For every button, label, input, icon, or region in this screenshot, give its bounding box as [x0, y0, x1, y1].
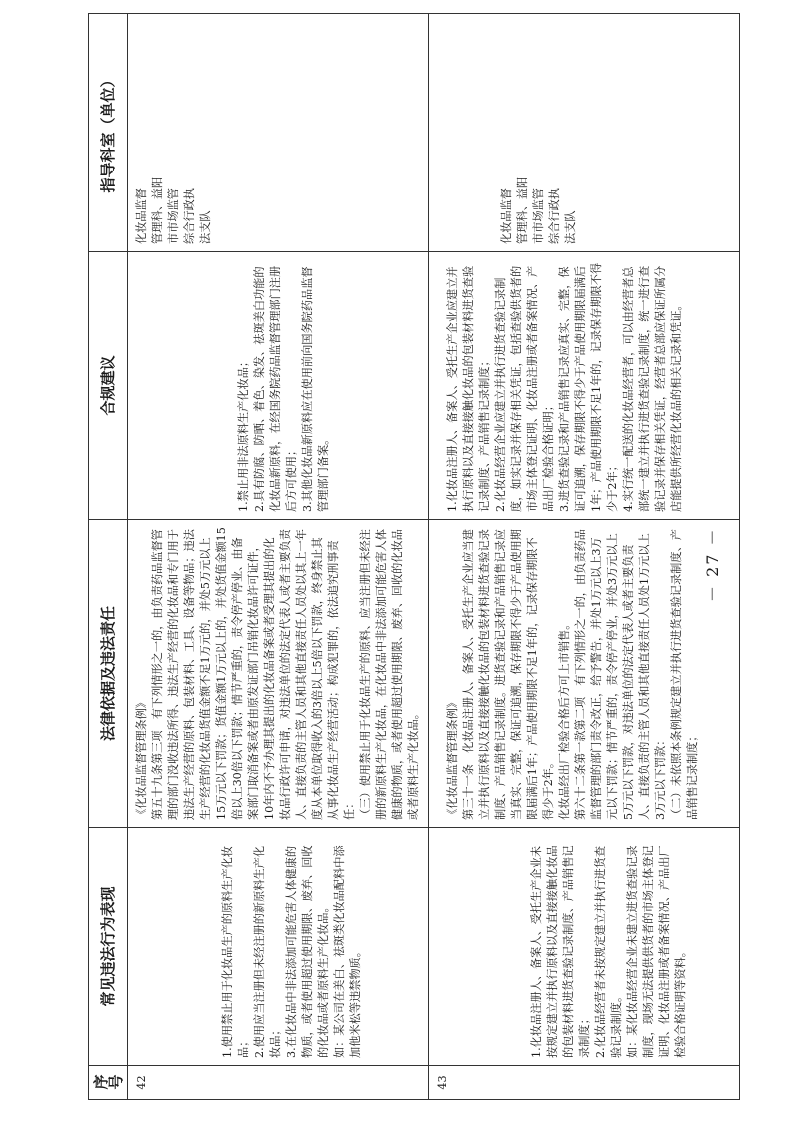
- guide-line: 市市场监管: [532, 188, 545, 244]
- row-behavior: [128, 828, 429, 1066]
- header-seq: 序号: [89, 1066, 128, 1100]
- basis-line: 第五十九条第三项 有下列情形之一的，由负责药品监督管理的部门没收违法所得、违法生产经营的化妆品和专门用于违法生产经营的原料、包装材料、工具、设备等物品；违法生产经营的化妆品货值金额不足1万元的，并处5万元以上15万元以下罚款；货值金额1万元以上的，并处货值金额15倍以上30倍以下罚款；情节严重的，责令停产停业、由备案部门取消备案或者由原发证部门吊销化妆品许可证件，10年内不予办理其提出的化妆品备案或者受理其提出的化妆品行政许可申请，对违法单位的法定代表人或者主要负责人、直接负责的主管人员和其他直接责任人员处以其上一年度从本单位取得收入的3倍以上5倍以下罚款，终身禁止其从事化妆品生产经营活动；构成犯罪的，依法追究刑事责任：: [151, 527, 356, 820]
- behavior-example: 如：某公司在美白、祛斑类化妆品配料中添加他米松等违禁物质。: [333, 845, 362, 1058]
- violations-table: [88, 13, 740, 1100]
- table-header-row: [89, 14, 128, 1100]
- header-behavior: 常见违法行为表现: [89, 828, 128, 1066]
- advice-line: 4.实行统一配送的化妆品经营者，可以由经营者总部统一建立并执行进货查验记录制度，统一进行查验记录并保存相关凭证，经营者总部应保证所属分店能提供所经营化妆品的相关记录和凭证。: [622, 265, 683, 512]
- table-row: [429, 14, 740, 1100]
- behavior-example: 如：某化妆品经营企业未建立进货查验记录制度，现场无法提供供货者的市场主体登记证明、化妆品注册或者备案情况、产品出厂检验合格证明等资料。: [626, 845, 687, 1058]
- guide-line: 化妆品监督: [135, 188, 148, 244]
- table-row: [128, 14, 429, 1100]
- advice-line: 2.化妆品经营企业应建立并执行进货查验记录制度，如实记录并保存相关凭证，包括查验供货者的市场主体登记证明、化妆品注册或者备案情况、产品出厂检验合格证明；: [494, 265, 555, 512]
- behavior-line: 3.在化妆品中非法添加可能危害人体健康的物质，或者使用超过使用期限、废弃、回收的化妆品或者原料生产化妆品。: [285, 845, 330, 1058]
- behavior-line: 2.化妆品经营者未按规定建立并执行进货查验记录制度。: [594, 845, 623, 1058]
- page-number: － 27 －: [703, 527, 722, 602]
- row-basis: [128, 520, 429, 828]
- advice-line: 1.禁止用非法原料生产化妆品；: [237, 355, 250, 512]
- basis-line: （二）未依照本条例规定建立并执行进货查验记录制度、产品销售记录制度；: [670, 529, 699, 820]
- advice-line: 2.具有防腐、防晒、着色、染发、祛斑美白功能的化妆品新原料，在经国务院药品监督管理部门注册后方可使用；: [253, 265, 298, 512]
- header-basis: 法律依据及违法责任: [89, 520, 128, 828]
- advice-line: 3.其他化妆品新原料应在使用前向国务院药品监督管理部门备案。: [301, 266, 330, 512]
- basis-title: 《化妆品监督管理条例》: [135, 696, 148, 820]
- basis-line: 化妆品经出厂检验合格后方可上市销售。: [558, 618, 571, 820]
- behavior-line: 2.使用应当注册但未经注册的新原料生产化妆品；: [253, 845, 282, 1058]
- basis-title: 《化妆品监督管理条例》: [446, 696, 459, 820]
- guide-line: 法支队: [199, 210, 212, 244]
- guide-line: 管理科、益阳: [516, 176, 529, 244]
- guide-line: 化妆品监督: [500, 188, 513, 244]
- header-advice: 合规建议: [89, 252, 128, 520]
- header-guide: 指导科室（单位）: [89, 14, 128, 252]
- row-advice: [429, 252, 740, 520]
- guide-line: 法支队: [564, 210, 577, 244]
- basis-line: 第三十一条 化妆品注册人、备案人、受托生产企业应当建立并执行原料以及直接接触化妆品的包装材料进货查验记录制度、产品销售记录制度。进货查验记录和产品销售记录应当真实、完整，保证可追溯，保存期限不得少于产品使用期限届满后1年；产品使用期限不足1年的，记录保存期限不得少于2年。: [462, 529, 555, 820]
- row-seq: 42: [128, 1066, 429, 1100]
- guide-line: 综合行政执: [183, 188, 196, 244]
- guide-line: 综合行政执: [548, 188, 561, 244]
- basis-line: 第六十二条第一款第二项 有下列情形之一的，由负责药品监督管理的部门责令改正，给予警告，并处1万元以上3万元以下罚款；情节严重的，责令停产停业，并处3万元以上5万元以下罚款，对违法单位的法定代表人或者主要负责人、直接负责的主管人员和其他直接责任人员处1万元以上3万元以下罚款：: [574, 529, 667, 820]
- row-behavior: [429, 828, 740, 1066]
- row-advice: [128, 252, 429, 520]
- row-guide: [429, 14, 740, 252]
- behavior-line: 1.使用禁止用于化妆品生产的原料生产化妆品；: [221, 845, 250, 1058]
- guide-line: 管理科、益阳: [151, 176, 164, 244]
- guide-line: 市市场监管: [167, 188, 180, 244]
- basis-line: （三）使用禁止用于化妆品生产的原料、应当注册但未经注册的新原料生产化妆品，在化妆品中非法添加可能危害人体健康的物质，或者使用超过使用期限、废弃、回收的化妆品或者原料生产化妆品。: [359, 529, 420, 820]
- row-seq: 43: [429, 1066, 740, 1100]
- advice-line: 1.化妆品注册人、备案人、受托生产企业应建立并执行原料以及直接接触化妆品的包装材料进货查验记录制度、产品销售记录制度；: [446, 265, 491, 512]
- row-guide: [128, 14, 429, 252]
- advice-line: 3.进货查验记录和产品销售记录应真实、完整，保证可追溯，保存期限不得少于产品使用期限届满后1年；产品使用期限不足1年的，记录保存期限不得少于2年；: [558, 262, 619, 512]
- row-basis: [429, 520, 740, 828]
- behavior-line: 1.化妆品注册人、备案人、受托生产企业未按规定建立并执行原料以及直接接触化妆品的包装材料进货查验记录制度、产品销售记录制度；: [530, 845, 591, 1058]
